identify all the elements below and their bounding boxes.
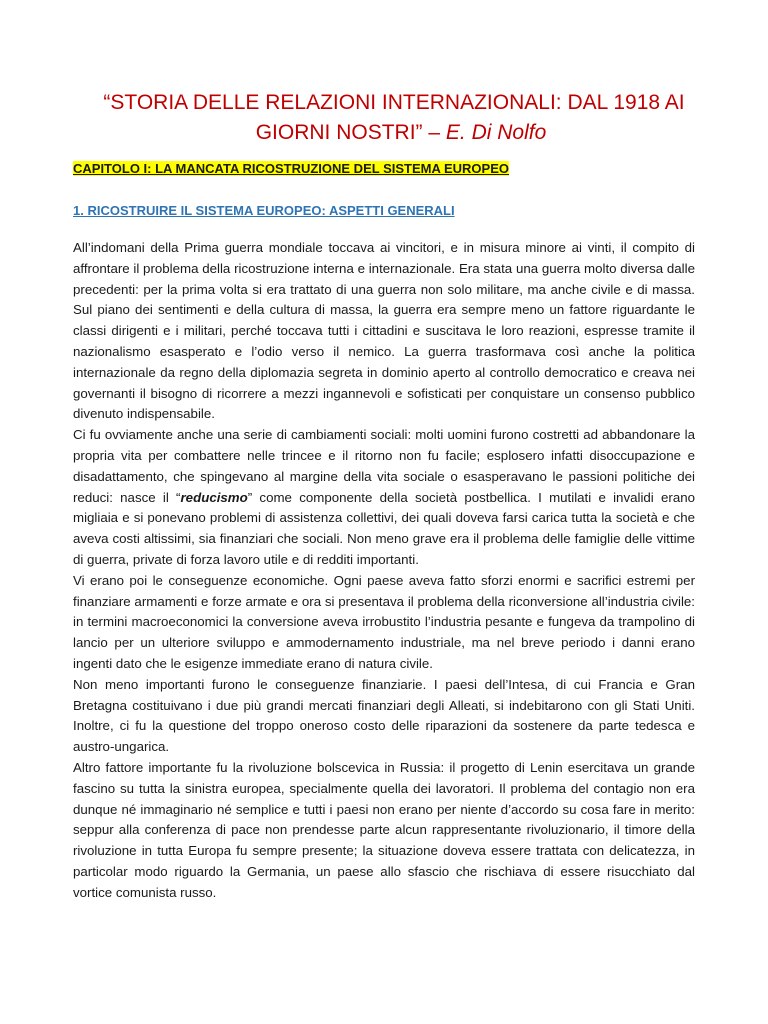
paragraph-1: All’indomani della Prima guerra mondiale toccava ai vincitori, e in misura minore ai vinti, il compito di affrontare il problema della ricostruzione interna e internazionale. Era stata una guerra molto diversa dalle precedenti: per la prima volta si era trattato di una guerra non solo militare, ma anche civile e di massa. Sul piano dei sentimenti e della cultura di massa, la guerra era sempre meno un fattore riguardante le classi dirigenti e i militari, perché toccava tutti i cittadini e suscitava le loro reazioni, espresse tramite il nazionalismo esasperato e l’odio verso il nemico. La guerra trasformava così anche la politica internazionale da regno della diplomazia segreta in dominio aperto al controllo democratico e creava nei governanti il bisogno di ricorrere a mezzi ingannevoli e sofisticati per conquistare un consenso pubblico divenuto indispensabile. (73, 240, 695, 422)
paragraph-2-part-2: ” come componente della società postbellica. I mutilati e invalidi erano migliaia e si ponevano problemi di assistenza collettivi, dei quali doveva farsi carica tutta la società e che aveva costi altissimi, sia finanziari che sociali. Non meno grave era il problema delle famiglie delle vittime di guerra, private di forza lavoro utile e di redditi importanti. (73, 489, 696, 567)
paragraph-2 (73, 425, 695, 571)
chapter-heading (73, 160, 509, 178)
paragraph-3: Vi erano poi le conseguenze economiche. Ogni paese aveva fatto sforzi enormi e sacrifici estremi per finanziare armamenti e forze armate e ora si presentava il problema della riconversione all’industria civile: in termini macroeconomici la conversione aveva irrobustito l’industria pesante e fungeva da trampolino di lancio per un ulteriore sviluppo e ammodernamento industriale, ma nel breve periodo i danni erano ingenti dato che le esigenze immediate erano di natura civile. (73, 572, 695, 671)
title-line-2-text: GIORNI NOSTRI” – (255, 121, 446, 144)
title-line-1: “STORIA DELLE RELAZIONI INTERNAZIONALI: DAL 1918 AI (103, 91, 685, 114)
reducismo-term: reducismo (180, 489, 248, 505)
body-text (73, 238, 695, 904)
section-heading: 1. RICOSTRUIRE IL SISTEMA EUROPEO: ASPETTI GENERALI (73, 203, 455, 218)
paragraph-2-part-1: Ci fu ovviamente anche una serie di cambiamenti sociali: molti uomini furono costretti ad abbandonare la propria vita per combattere nelle trincee e il ritorno non fu facile; esplosero infatti disoccupazione e disadattamento, che spingevano al margine della vita sociale o esasperavano le passioni politiche dei reduci: nasce il “ (73, 427, 695, 505)
title-author: E. Di Nolfo (445, 121, 547, 144)
paragraph-5: Altro fattore importante fu la rivoluzione bolscevica in Russia: il progetto di Lenin esercitava un grande fascino su tutta la sinistra europea, specialmente quella dei lavoratori. Il problema del contagio non era dunque né immaginario né semplice e tutti i paesi non erano per niente d’accordo su cosa fare in merito: seppur alla conferenza di pace non prendesse parte alcun rappresentante rivoluzionario, il timore della rivoluzione in tutta Europa fu sempre presente; la situazione doveva essere trattata con delicatezza, in particolar modo riguardo la Germania, un paese allo sfascio che rischiava di essere risucchiato dal vortice comunista russo. (73, 759, 695, 900)
paragraph-4: Non meno importanti furono le conseguenze finanziarie. I paesi dell’Intesa, di cui Francia e Gran Bretagna costituivano i due più grandi mercati finanziari degli Alleati, si indebitarono con gli Stati Uniti. Inoltre, ci fu la questione del troppo oneroso costo delle riparazioni da sostenere da parte tedesca e austro-ungarica. (73, 676, 695, 755)
title-line-2 (60, 118, 710, 148)
document-title (60, 88, 710, 148)
chapter-heading-text: CAPITOLO I: LA MANCATA RICOSTRUZIONE DEL SISTEMA EUROPEO (73, 161, 509, 176)
